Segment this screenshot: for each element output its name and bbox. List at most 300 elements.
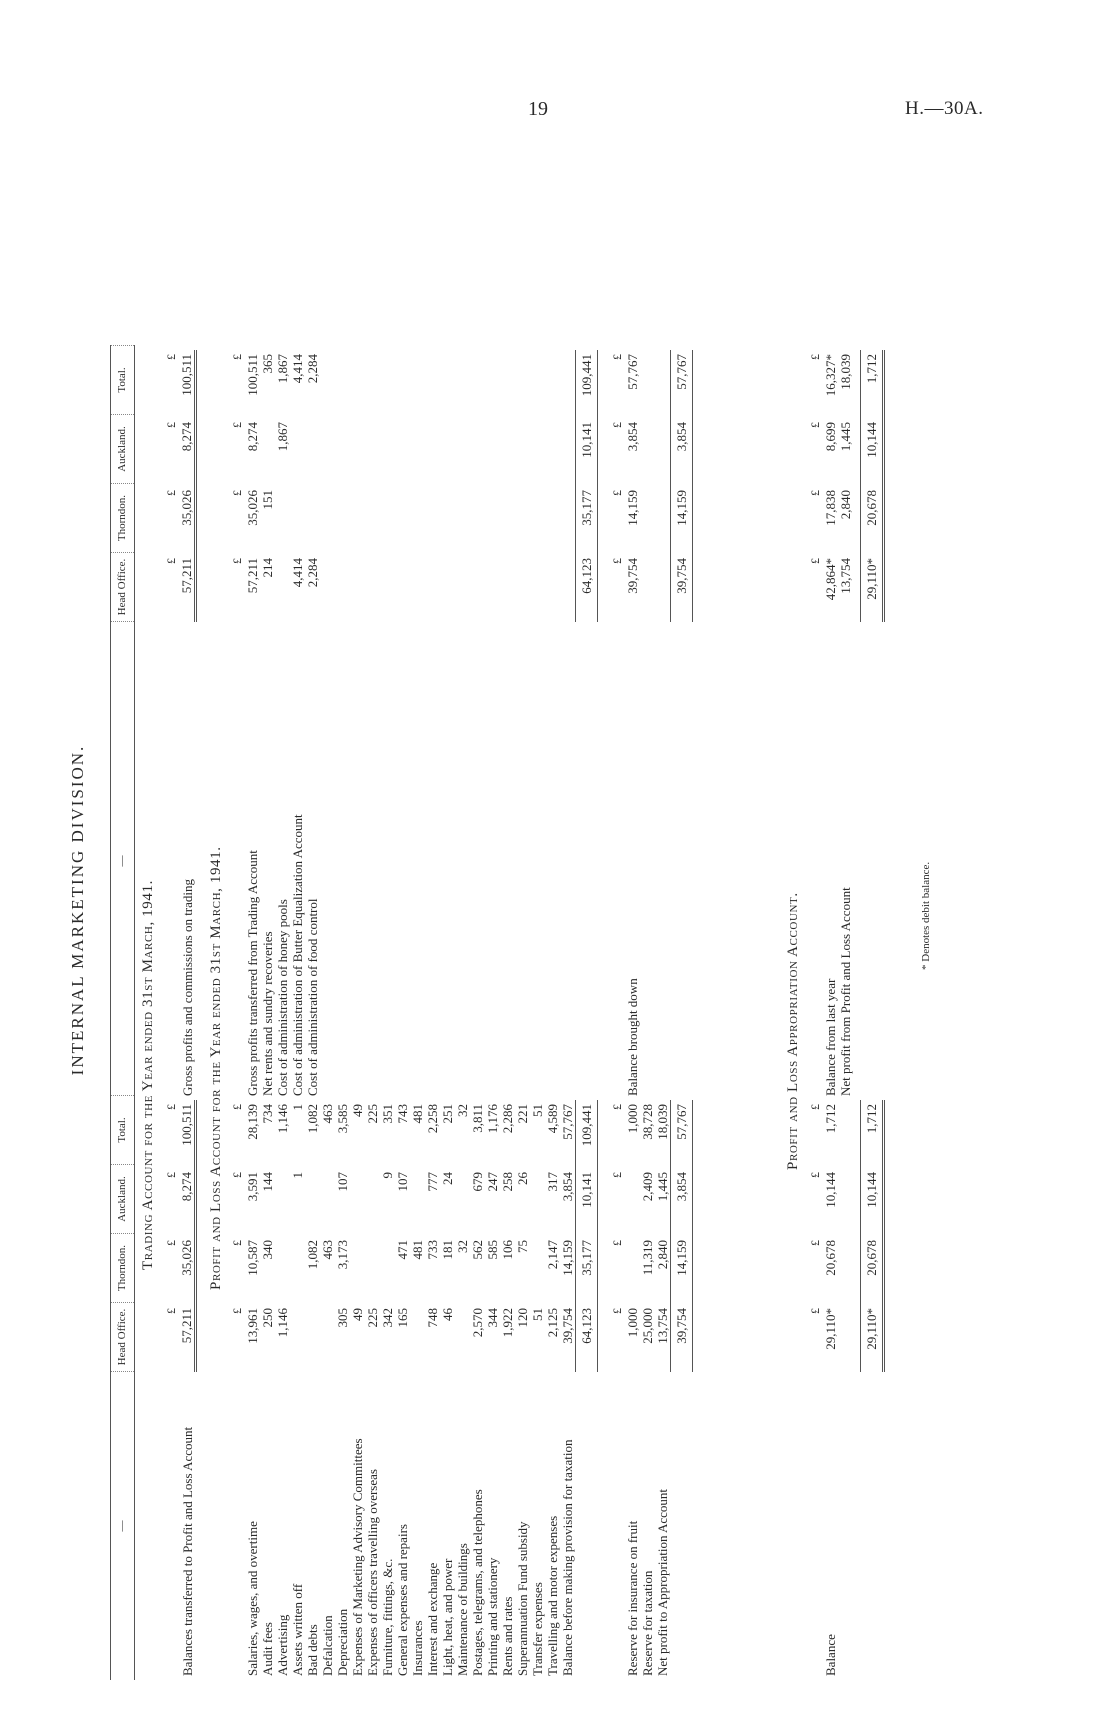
cell: 57,211: [179, 554, 196, 622]
cell: [305, 486, 320, 554]
pl-title: Profit and Loss Account for the Year ended 31st March, 1941.: [208, 846, 224, 1290]
cell: [365, 1168, 380, 1236]
row-label: Insurances: [410, 1620, 425, 1676]
cell: [305, 1168, 320, 1236]
cell: 57,211: [245, 558, 260, 594]
pound-sign: £: [164, 422, 178, 428]
cell: 151: [260, 490, 275, 510]
total-cell: 10,141: [576, 418, 598, 486]
cell: 748: [425, 1308, 440, 1328]
total-cell: 39,754: [671, 554, 693, 622]
cell: 20,678: [823, 1240, 838, 1276]
cell: 2,286: [500, 1104, 515, 1134]
pound-sign: £: [610, 422, 624, 428]
pound-sign: £: [230, 1240, 244, 1246]
table-row: [655, 1100, 671, 1680]
cell: 1,712: [823, 1104, 838, 1134]
pound-sign: £: [808, 1104, 822, 1110]
row-label: Assets written off: [290, 1583, 305, 1676]
cell: 17,838: [823, 490, 838, 526]
row-label: Cost of administration of Butter Equalization Account: [290, 814, 305, 1096]
cell: 733: [425, 1240, 440, 1260]
total-row: [861, 1100, 884, 1680]
pound-sign: £: [808, 490, 822, 496]
cell: 471: [395, 1240, 410, 1260]
appropriation-title: Profit and Loss Appropriation Account.: [785, 892, 801, 1170]
cell: 39,754: [625, 558, 640, 594]
cell: 2,284: [305, 558, 320, 588]
total-row: [671, 350, 693, 1100]
cell: 1,000: [625, 1104, 640, 1134]
cell: 13,754: [655, 1308, 670, 1344]
cell: [625, 1236, 640, 1304]
pound-sign: £: [610, 490, 624, 496]
cell: 181: [440, 1240, 455, 1260]
row-label: Expenses of officers travelling overseas: [365, 1469, 380, 1676]
cell: 225: [365, 1308, 380, 1328]
cell: [320, 1168, 335, 1236]
row-label: Balance brought down: [625, 978, 640, 1096]
cell: 225: [365, 1104, 380, 1124]
cell: 4,414: [290, 558, 305, 588]
cell: 3,854: [560, 1172, 575, 1202]
cell: 340: [260, 1240, 275, 1260]
total-cell: 20,678: [861, 1236, 884, 1304]
row-label: Interest and exchange: [425, 1562, 440, 1676]
table-row: [305, 1100, 320, 1680]
total-row: [576, 1100, 598, 1680]
row-label: Cost of administration of honey pools: [275, 899, 290, 1096]
row-label: Depreciation: [335, 1608, 350, 1676]
row-label: Maintenance of buildings: [455, 1543, 470, 1676]
row-label: Net rents and sundry recoveries: [260, 931, 275, 1096]
cell: 585: [485, 1240, 500, 1260]
cell: 481: [410, 1104, 425, 1124]
cell: 49: [350, 1308, 365, 1321]
cell: [290, 1236, 305, 1304]
cell: 75: [515, 1240, 530, 1253]
pound-sign: £: [164, 1308, 178, 1314]
cell: 1,146: [275, 1308, 290, 1338]
col-total: Total.: [111, 1096, 135, 1165]
total-cell: 109,441: [576, 350, 598, 418]
table-row: [320, 1100, 335, 1680]
cell: [305, 1304, 320, 1372]
cell: 13,754: [838, 558, 853, 594]
row-label: Cost of administration of food control: [305, 898, 320, 1096]
cell: 342: [380, 1308, 395, 1328]
cell: 1,445: [655, 1172, 670, 1202]
table-row: [245, 350, 260, 1100]
division-title: INTERNAL MARKETING DIVISION.: [68, 744, 87, 1076]
cell: [410, 1168, 425, 1236]
table-row: [470, 1100, 485, 1680]
cell: 351: [380, 1104, 395, 1124]
pl-credit-table: [230, 350, 693, 1100]
footnote: * Denotes debit balance.: [920, 861, 932, 970]
cell: 100,511: [245, 354, 260, 396]
cell: 35,026: [179, 486, 196, 554]
total-cell: 14,159: [671, 486, 693, 554]
row-label: Defalcation: [320, 1615, 335, 1676]
pl-debit-table: [230, 1100, 693, 1680]
row-label: Net profit to Appropriation Account: [655, 1488, 671, 1676]
total-row: [671, 1100, 693, 1680]
cell: [365, 1236, 380, 1304]
cell: [320, 1304, 335, 1372]
cell: 24: [440, 1172, 455, 1185]
table-row: [823, 1100, 838, 1680]
table-row: [335, 1100, 350, 1680]
cell: 2,840: [838, 490, 853, 520]
row-label: Transfer expenses: [530, 1582, 545, 1676]
cell: 214: [260, 558, 275, 578]
cell: [290, 1304, 305, 1372]
debit-header: [110, 1095, 135, 1680]
cell: 107: [395, 1172, 410, 1192]
table-row: [290, 350, 305, 1100]
table-row: [260, 350, 275, 1100]
cell: 777: [425, 1172, 440, 1192]
pound-sign: £: [164, 490, 178, 496]
total-cell: 14,159: [671, 1236, 693, 1304]
row-label: Light, heat, and power: [440, 1558, 455, 1676]
cell: 38,728: [640, 1104, 655, 1140]
row-label: Advertising: [275, 1614, 290, 1676]
cell: 35,026: [245, 490, 260, 526]
cell: 1,082: [305, 1104, 320, 1134]
table-row: [179, 1100, 196, 1680]
row-label: Net profit from Profit and Loss Account: [838, 887, 853, 1096]
cell: [290, 418, 305, 486]
pound-sign: £: [230, 490, 244, 496]
cell: 100,511: [179, 1100, 196, 1168]
cell: 2,147: [545, 1240, 560, 1270]
cell: 1,445: [838, 422, 853, 452]
cell: [530, 1236, 545, 1304]
total-cell: 3,854: [671, 418, 693, 486]
cell: 2,125: [545, 1308, 560, 1338]
table-row: [823, 350, 838, 1100]
cell: 1,146: [275, 1104, 290, 1134]
pound-sign: £: [230, 354, 244, 360]
table-row: [440, 1100, 455, 1680]
table-row: [500, 1100, 515, 1680]
row-label: Bad debts: [305, 1624, 320, 1676]
cell: 562: [470, 1240, 485, 1260]
total-cell: 1,712: [861, 1100, 884, 1168]
cell: 4,414: [290, 354, 305, 384]
cell: 258: [500, 1172, 515, 1192]
cell: 8,274: [179, 1168, 196, 1236]
cell: 3,585: [335, 1104, 350, 1134]
table-row: [530, 1100, 545, 1680]
cell: 9: [380, 1172, 395, 1179]
cell: 1,000: [625, 1308, 640, 1338]
cell: [380, 1236, 395, 1304]
trading-credit-table: [164, 350, 197, 1100]
row-label: Balance before making provision for taxation: [560, 1439, 576, 1676]
appropriation-debit-table: [808, 1100, 885, 1680]
total-row: [861, 350, 884, 1100]
cell: [275, 554, 290, 622]
cell: 247: [485, 1172, 500, 1192]
col-head-office: Head Office.: [111, 1303, 135, 1372]
cell: 51: [530, 1308, 545, 1321]
total-cell: 109,441: [576, 1100, 598, 1168]
total-cell: 35,177: [576, 1236, 598, 1304]
pound-sign: £: [230, 1172, 244, 1178]
total-cell: 1,712: [861, 350, 884, 418]
row-label: Balance from last year: [823, 978, 838, 1096]
cell: 365: [260, 354, 275, 374]
total-cell: 39,754: [671, 1304, 693, 1372]
cell: 14,159: [560, 1240, 575, 1276]
col-thorndon: Thorndon.: [111, 1234, 135, 1303]
cell: 10,144: [823, 1172, 838, 1208]
rotated-page: [60, 70, 980, 1690]
row-label: Travelling and motor expenses: [545, 1515, 560, 1676]
cell: 107: [335, 1172, 350, 1192]
header-blank-right: —: [111, 622, 135, 1101]
pound-sign: £: [808, 422, 822, 428]
cell: 1,922: [500, 1308, 515, 1338]
pound-sign: £: [610, 1308, 624, 1314]
cell: 18,039: [838, 354, 853, 390]
cell: 734: [260, 1104, 275, 1124]
table-row: [545, 1100, 560, 1680]
total-cell: 64,123: [576, 1304, 598, 1372]
row-label: Gross profits and commissions on trading: [179, 878, 195, 1096]
total-cell: 57,767: [671, 350, 693, 418]
table-row: [380, 1100, 395, 1680]
cell: 46: [440, 1308, 455, 1321]
pound-sign: £: [808, 1240, 822, 1246]
row-label: Reserve for insurance on fruit: [625, 1520, 640, 1676]
table-row: [179, 350, 196, 1100]
total-cell: 29,110*: [861, 1304, 884, 1372]
cell: 106: [500, 1240, 515, 1260]
trading-debit-table: [164, 1100, 197, 1680]
row-label: Furniture, fittings, &c.: [380, 1558, 395, 1676]
table-row: [560, 1100, 576, 1680]
cell: 10,587: [245, 1240, 260, 1276]
cell: [275, 486, 290, 554]
cell: 120: [515, 1308, 530, 1328]
cell: [305, 418, 320, 486]
cell: 1: [290, 1104, 305, 1111]
cell: 1,867: [275, 422, 290, 452]
cell: 144: [260, 1172, 275, 1192]
row-label: Superannuation Fund subsidy: [515, 1521, 530, 1676]
cell: 1,176: [485, 1104, 500, 1134]
cell: 11,319: [640, 1240, 655, 1276]
cell: 49: [350, 1104, 365, 1117]
cell: [275, 1168, 290, 1236]
total-cell: 29,110*: [861, 554, 884, 622]
total-cell: 3,854: [671, 1168, 693, 1236]
cell: [350, 1168, 365, 1236]
cell: 1,867: [275, 354, 290, 384]
cell: [290, 486, 305, 554]
table-row: [275, 350, 290, 1100]
row-label: Gross profits transferred from Trading Account: [245, 850, 260, 1096]
table-row: [395, 1100, 410, 1680]
pound-sign: £: [808, 354, 822, 360]
header-blank-left: —: [111, 1372, 135, 1681]
cell: 18,039: [655, 1104, 670, 1140]
row-label: Balances transferred to Profit and Loss Account: [179, 1426, 195, 1676]
pound-sign: £: [610, 558, 624, 564]
cell: 2,284: [305, 354, 320, 384]
table-row: [350, 1100, 365, 1680]
total-cell: 35,177: [576, 486, 598, 554]
table-row: [425, 1100, 440, 1680]
total-row: [576, 350, 598, 1100]
cell: 250: [260, 1308, 275, 1328]
cell: 3,811: [470, 1104, 485, 1133]
row-label: Reserve for taxation: [640, 1570, 655, 1676]
cell: 8,274: [245, 422, 260, 452]
cell: [350, 1236, 365, 1304]
table-row: [515, 1100, 530, 1680]
cell: 57,767: [625, 354, 640, 390]
cell: [410, 1304, 425, 1372]
credit-header: [110, 345, 135, 1100]
total-cell: 20,678: [861, 486, 884, 554]
cell: 35,026: [179, 1236, 196, 1304]
cell: 26: [515, 1172, 530, 1185]
total-cell: 57,767: [671, 1100, 693, 1168]
cell: 3,173: [335, 1240, 350, 1270]
table-row: [245, 1100, 260, 1680]
cell: 2,570: [470, 1308, 485, 1338]
pound-sign: £: [610, 1240, 624, 1246]
cell: 1,082: [305, 1240, 320, 1270]
pound-sign: £: [164, 1104, 178, 1110]
table-row: [455, 1100, 470, 1680]
table-row: [640, 1100, 655, 1680]
cell: 25,000: [640, 1308, 655, 1344]
row-label: Printing and stationery: [485, 1557, 500, 1676]
cell: [455, 1168, 470, 1236]
table-row: [305, 350, 320, 1100]
cell: 32: [455, 1240, 470, 1253]
cell: 13,961: [245, 1308, 260, 1344]
pound-sign: £: [164, 1172, 178, 1178]
row-label: Rents and rates: [500, 1596, 515, 1676]
cell: 32: [455, 1104, 470, 1117]
cell: 3,591: [245, 1172, 260, 1202]
row-label: Balance: [823, 1634, 838, 1676]
cell: 317: [545, 1172, 560, 1192]
cell: 165: [395, 1308, 410, 1328]
page-number: 19: [528, 98, 548, 120]
cell: 2,840: [655, 1240, 670, 1270]
pound-sign: £: [230, 1104, 244, 1110]
cell: 28,139: [245, 1104, 260, 1140]
table-row: [410, 1100, 425, 1680]
table-row: [260, 1100, 275, 1680]
cell: 14,159: [625, 490, 640, 526]
pound-sign: £: [610, 354, 624, 360]
cell: 481: [410, 1240, 425, 1260]
cell: 743: [395, 1104, 410, 1124]
cell: 679: [470, 1172, 485, 1192]
pound-sign: £: [164, 1240, 178, 1246]
cell: 3,854: [625, 422, 640, 452]
cell: 51: [530, 1104, 545, 1117]
cell: 8,699: [823, 422, 838, 452]
cell: [530, 1168, 545, 1236]
cell: 251: [440, 1104, 455, 1124]
pound-sign: £: [808, 1172, 822, 1178]
col-auckland: Auckland.: [111, 1165, 135, 1234]
cell: 2,409: [640, 1172, 655, 1202]
cell: [260, 418, 275, 486]
pound-sign: £: [164, 558, 178, 564]
col-head-office-r: Head Office.: [111, 553, 135, 622]
cell: 57,767: [560, 1104, 575, 1140]
cell: 29,110*: [823, 1308, 838, 1350]
cell: 8,274: [179, 418, 196, 486]
cell: 344: [485, 1308, 500, 1328]
cell: 4,589: [545, 1104, 560, 1134]
cell: 463: [320, 1104, 335, 1124]
table-row: [838, 350, 853, 1100]
pound-sign: £: [230, 1308, 244, 1314]
table-row: [290, 1100, 305, 1680]
row-label: Salaries, wages, and overtime: [245, 1521, 260, 1676]
cell: 2,258: [425, 1104, 440, 1134]
pound-sign: £: [230, 422, 244, 428]
row-label: General expenses and repairs: [395, 1524, 410, 1676]
pound-sign: £: [610, 1172, 624, 1178]
cell: 57,211: [179, 1304, 196, 1372]
cell: 39,754: [560, 1308, 575, 1344]
table-row: [625, 1100, 640, 1680]
cell: 305: [335, 1308, 350, 1328]
total-cell: 10,141: [576, 1168, 598, 1236]
row-label: Postages, telegrams, and telephones: [470, 1489, 485, 1676]
pound-sign: £: [164, 354, 178, 360]
document-reference: H.—30A.: [905, 98, 984, 119]
col-thorndon-r: Thorndon.: [111, 484, 135, 553]
pound-sign: £: [610, 1104, 624, 1110]
pound-sign: £: [808, 558, 822, 564]
row-label: Audit fees: [260, 1622, 275, 1676]
cell: 16,327*: [823, 354, 838, 397]
trading-title: Trading Account for the Year ended 31st March, 1941.: [140, 880, 156, 1270]
col-total-r: Total.: [111, 346, 135, 415]
cell: 1: [290, 1172, 305, 1179]
cell: 463: [320, 1240, 335, 1260]
table-row: [625, 350, 640, 1100]
pound-sign: £: [808, 1308, 822, 1314]
total-cell: 64,123: [576, 554, 598, 622]
cell: [455, 1304, 470, 1372]
cell: [625, 1168, 640, 1236]
total-cell: 10,144: [861, 418, 884, 486]
row-label: Expenses of Marketing Advisory Committees: [350, 1438, 365, 1676]
table-row: [485, 1100, 500, 1680]
total-cell: 10,144: [861, 1168, 884, 1236]
appropriation-credit-table: [808, 350, 885, 1100]
cell: 100,511: [179, 350, 196, 418]
col-auckland-r: Auckland.: [111, 415, 135, 484]
cell: 221: [515, 1104, 530, 1124]
pound-sign: £: [230, 558, 244, 564]
